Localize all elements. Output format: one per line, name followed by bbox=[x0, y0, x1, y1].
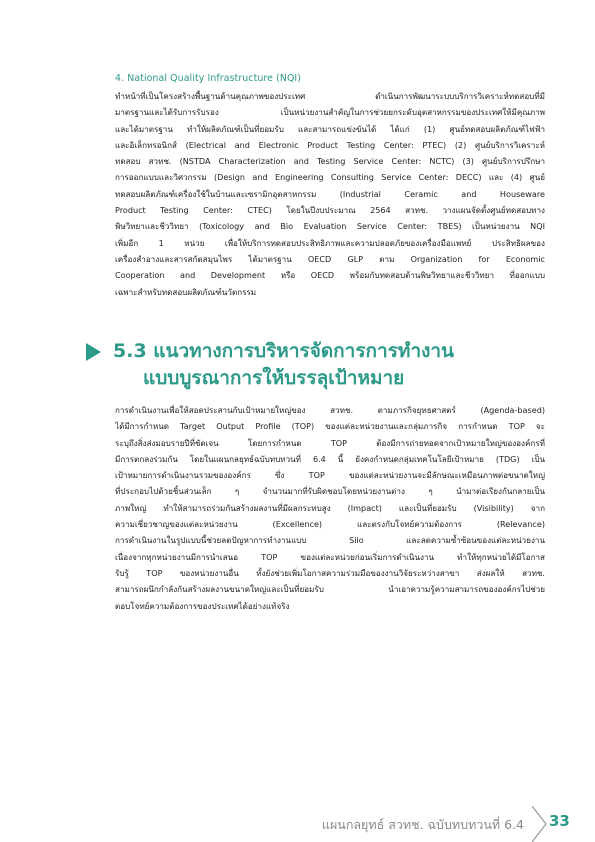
text-line: มีการตกลงร่วมกัน โดยในแผนกลยุทธ์ฉบับทบทวนที่ 6.4 นี้ ยังคงกำหนดกลุ่มเทคโนโลยีเป้าหมาย (TDG) เป็น bbox=[115, 453, 545, 464]
section-heading-line-2: แบบบูรณาการให้บรรลุเป้าหมาย bbox=[143, 367, 405, 389]
text-line: เฉพาะสำหรับทดสอบผลิตภัณฑ์นวัตกรรม bbox=[115, 286, 257, 297]
text-line: รับรู้ TOP ของหน่วยงานอื่น ทั้งยังช่วยเพิ่มโอกาสความร่วมมือของงานวิจัยระหว่างสาขา ส่งผลให้ สวทช. bbox=[115, 567, 545, 578]
section-heading-line-1: 5.3 แนวทางการบริหารจัดการการทำงาน bbox=[113, 340, 455, 362]
text-line: และได้มาตรฐาน ทำให้ผลิตภัณฑ์เป็นที่ยอมรับ และสามารถแข่งขันได้ ได้แก่ (1) ศูนย์ทดสอบผลิตภัณฑ์ไฟฟ้า bbox=[115, 123, 545, 134]
text-line: ทำหน้าที่เป็นโครงสร้างพื้นฐานด้านคุณภาพของประเทศ ดำเนินการพัฒนาระบบบริการวิเคราะห์ทดสอบที่มี bbox=[115, 91, 545, 101]
running-head: 4. National Quality Infrastructure (NQI) bbox=[115, 73, 302, 84]
text-line: ที่ประกอบไปด้วยชิ้นส่วนเล็ก ๆ จำนวนมากที่รับผิดชอบโดยหน่วยงานต่าง ๆ นำมาต่อเรียงกันกลายเป็น bbox=[115, 486, 545, 497]
page-number: 33 bbox=[549, 812, 570, 830]
text-line: และอิเล็กทรอนิกส์ (Electrical and Electronic Product Testing Center: PTEC) (2) ศูนย์บริการวิเคราะห์ bbox=[115, 139, 545, 150]
text-line: ตอบโจทย์ความต้องการของประเทศได้อย่างแท้จริง bbox=[115, 600, 290, 611]
nqi-paragraph bbox=[115, 88, 545, 300]
integration-paragraph bbox=[115, 402, 545, 614]
text-line: สามารถผนึกกำลังกันสร้างผลงานขนาดใหญ่และเป็นที่ยอมรับ นำเอาความรู้ความสามารถขององค์กรไปช่วย bbox=[115, 584, 545, 595]
text-line: การดำเนินงานเพื่อให้สอดประสานกับเป้าหมายใหญ่ของ สวทช. ตามภารกิจยุทธศาสตร์ (Agenda-based) bbox=[115, 405, 545, 415]
footer-title: แผนกลยุทธ์ สวทช. ฉบับทบทวนที่ 6.4 bbox=[321, 817, 524, 832]
text-line: เป้าหมายการดำเนินงานรวมขององค์กร ซึ่ง TOP ของแต่ละหน่วยงานจะมีลักษณะเหมือนภาพต่อขนาดใหญ่ bbox=[115, 470, 545, 481]
text-line: เครื่องสำอางและสารสกัดสมุนไพร ได้มาตรฐาน OECD GLP ตาม Organization for Economic bbox=[115, 253, 545, 264]
section-arrow-icon bbox=[86, 343, 101, 361]
section-heading bbox=[113, 338, 454, 392]
text-line: Product Testing Center: CTEC) โดยในปีงบประมาณ 2564 สวทช. วางแผนจัดตั้งศูนย์ทดสอบทาง bbox=[115, 205, 545, 216]
text-line: ได้มีการกำหนด Target Output Profile (TOP) ของแต่ละหน่วยงานและกลุ่มภารกิจ การกำหนด TOP จะ bbox=[115, 421, 545, 432]
text-line: ทดสอบ สวทช. (NSTDA Characterization and Testing Service Center: NCTC) (3) ศูนย์บริการปรึกษา bbox=[115, 156, 545, 167]
text-line: พิษวิทยาและชีววิทยา (Toxicology and Bio Evaluation Service Center: TBES) เป็นหน่วยงาน NQI bbox=[115, 221, 545, 232]
text-line: การดำเนินงานในรูปแบบนี้ช่วยลดปัญหาการทำงานแบบ Silo และลดความซ้ำซ้อนของแต่ละหน่วยงาน bbox=[115, 535, 545, 546]
text-line: Cooperation and Development หรือ OECD พร้อมกับทดสอบด้านพิษวิทยาและชีววิทยา ที่ออกแบบ bbox=[115, 270, 545, 281]
text-line: มาตรฐานและได้รับการรับรอง เป็นหน่วยงานสำคัญในการช่วยยกระดับอุตสาหกรรมของประเทศให้มีคุณภาพ bbox=[115, 107, 545, 118]
text-line: ความเชี่ยวชาญของแต่ละหน่วยงาน (Excellence) และตรงกับโจทย์ความต้องการ (Relevance) bbox=[115, 519, 545, 530]
text-line: ภาพใหญ่ ทำให้สามารถร่วมกันสร้างผลงานที่มีผลกระทบสูง (Impact) และเป็นที่ยอมรับ (Visibility) จาก bbox=[115, 502, 545, 513]
text-line: ระบุถึงสิ่งส่งมอบรายปีที่ชัดเจน โดยการกำหนด TOP ต้องมีการถ่ายทอดจากเป้าหมายใหญ่ขององค์กรที่ bbox=[115, 437, 545, 448]
text-line: ทดสอบผลิตภัณฑ์เครื่องใช้ในบ้านและเซรามิกอุตสาหกรรม (Industrial Ceramic and Houseware bbox=[115, 188, 545, 199]
text-line: เนื่องจากทุกหน่วยงานมีการนำเสนอ TOP ของแต่ละหน่วยก่อนเริ่มการดำเนินงาน ทำให้ทุกหน่วยได้มีโอกาส bbox=[115, 551, 545, 562]
text-line: การออกแบบและวิศวกรรม (Design and Engineering Consulting Service Center: DECC) และ (4) ศูนย์ bbox=[115, 172, 545, 183]
text-line: เพิ่มอีก 1 หน่วย เพื่อให้บริการทดสอบประสิทธิภาพและความปลอดภัยของเครื่องมือแพทย์ ประสิทธิผลของ bbox=[115, 237, 545, 248]
